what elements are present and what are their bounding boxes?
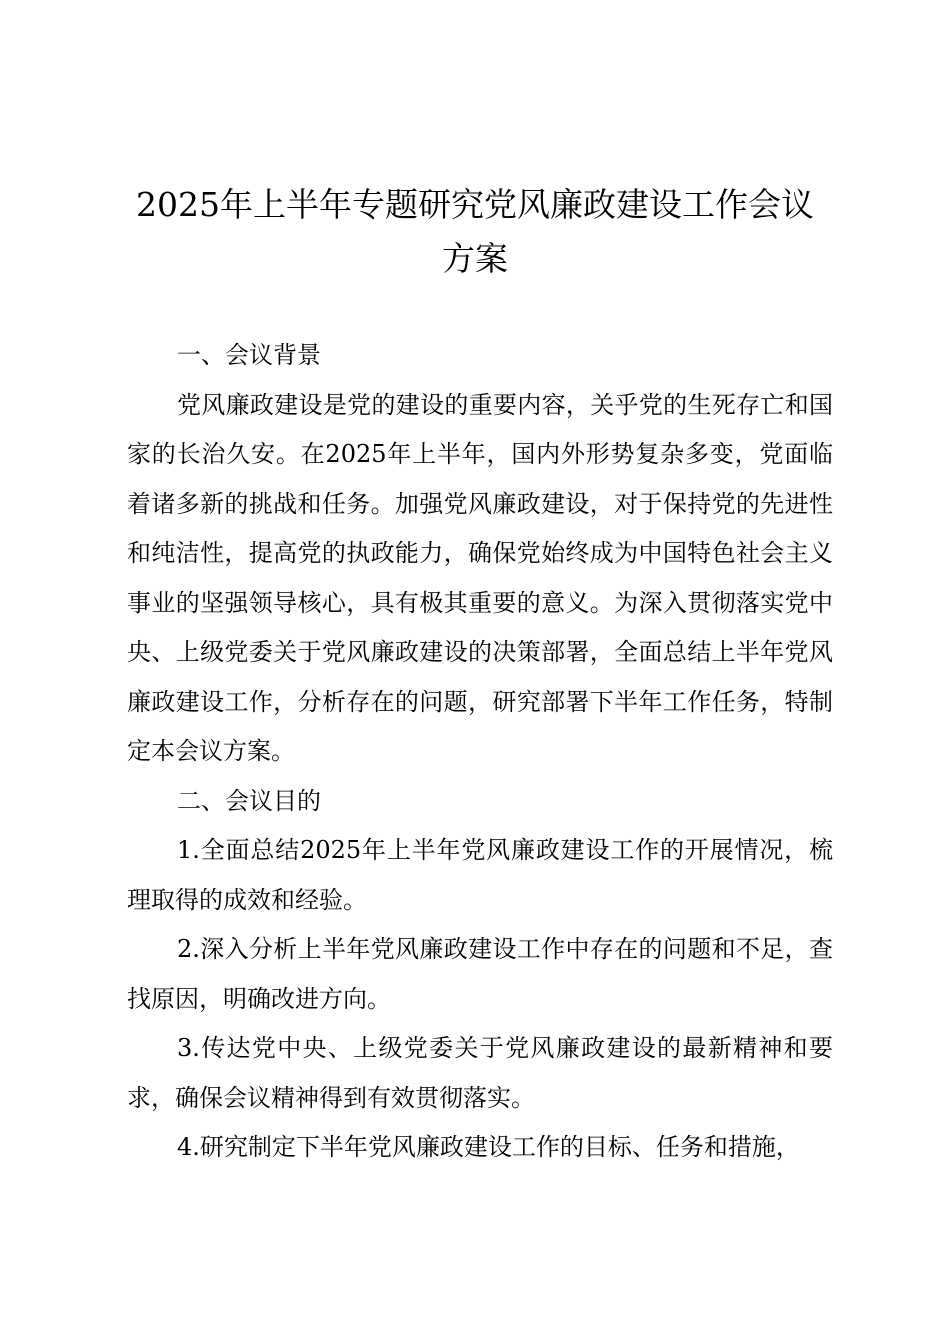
purpose-item-2: 2.深入分析上半年党风廉政建设工作中存在的问题和不足，查找原因，明确改进方向。 bbox=[127, 935, 833, 1013]
document-title: 2025年上半年专题研究党风廉政建设工作会议方案 bbox=[136, 185, 814, 278]
purpose-item-1: 1.全面总结2025年上半年党风廉政建设工作的开展情况，梳理取得的成效和经验。 bbox=[127, 836, 833, 914]
background-paragraph: 党风廉政建设是党的建设的重要内容，关乎党的生死存亡和国家的长治久安。在2025年上半年，国内外形势复杂多变，党面临着诸多新的挑战和任务。加强党风廉政建设，对于保持党的先进性和纯洁性，提高党的执政能力，确保党始终成为中国特色社会主义事业的坚强领导核心，具有极其重要的意义。为深入贯彻落实党中央、上级党委关于党风廉政建设的决策部署，全面总结上半年党风廉政建设工作，分析存在的问题，研究部署下半年工作任务，特制定本会议方案。 bbox=[127, 390, 833, 765]
purpose-item-3: 3.传达党中央、上级党委关于党风廉政建设的最新精神和要求，确保会议精神得到有效贯彻落实。 bbox=[127, 1034, 833, 1112]
purpose-item-4: 4.研究制定下半年党风廉政建设工作的目标、任务和措施， bbox=[177, 1133, 800, 1161]
document-body bbox=[127, 331, 833, 1173]
section-heading-background: 一、会议背景 bbox=[177, 341, 321, 369]
section-heading-purpose: 二、会议目的 bbox=[177, 786, 321, 815]
